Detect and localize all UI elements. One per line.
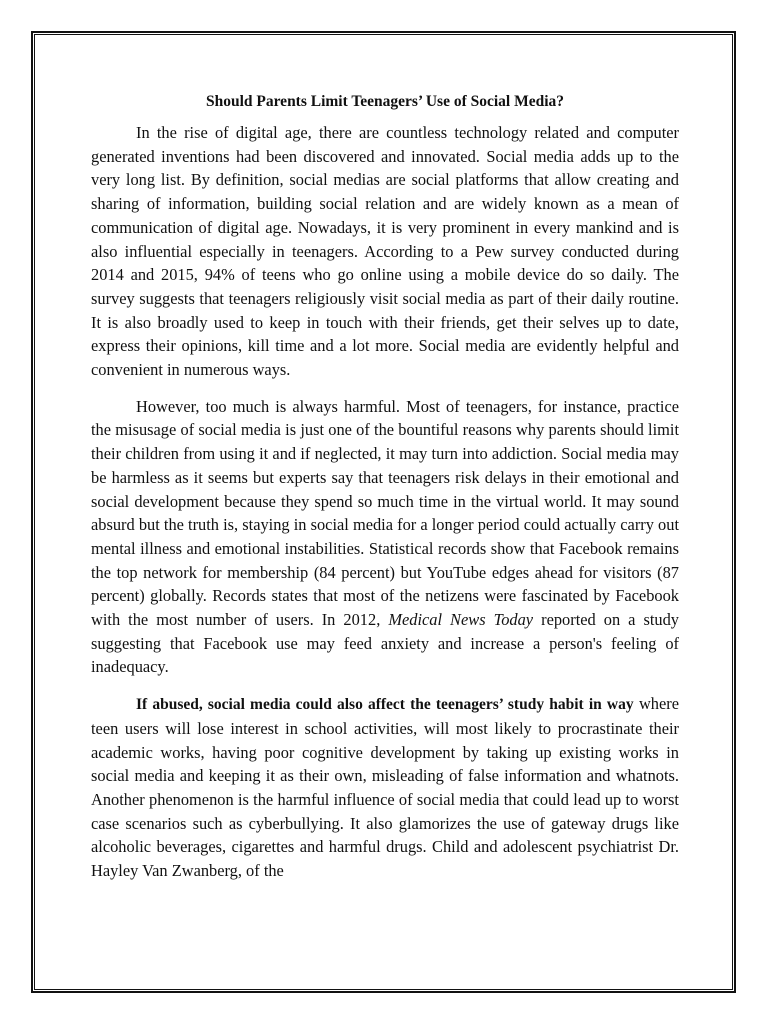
paragraph-harm [91, 395, 679, 679]
paragraph-study-habit-text: where teen users will lose interest in school activities, will most likely to procrastinate their academic works, having poor cognitive development by taking up existing works in social media and keeping it as their own, misleading of false information and whatnots. Another phenomenon is the harmful influence of social media that could lead up to worst case scenarios such as cyberbullying. It also glamorizes the use of gateway drugs like alcoholic beverages, cigarettes and harmful drugs. Child and adolescent psychiatrist Dr. Hayley Van Zwanberg, of the [91, 694, 679, 881]
paragraph-harm-text-a: However, too much is always harmful. Most of teenagers, for instance, practice the misusage of social media is just one of the bountiful reasons why parents should limit their children from using it and if neglected, it may turn into addiction. Social media may be harmless as it seems but experts say that teenagers risk delays in their emotional and social development because they spend so much time in the virtual world. It may sound absurd but the truth is, staying in social media for a longer period could actually carry out mental illness and emotional instabilities. Statistical records show that Facebook remains the top network for membership (84 percent) but YouTube edges ahead for visitors (87 percent) globally. Records states that most of the netizens were fascinated by Facebook with the most number of users. In 2012, [91, 396, 679, 630]
paragraph-intro: In the rise of digital age, there are countless technology related and computer generated inventions had been discovered and innovated. Social media adds up to the very long list. By definition, social medias are social platforms that allow creating and sharing of information, building social relation and are widely known as a mean of communication of digital age. Nowadays, it is very prominent in every mankind and is also influential especially in teenagers. According to a Pew survey conducted during 2014 and 2015, 94% of teens who go online using a mobile device do so daily. The survey suggests that teenagers religiously visit social media as part of their daily routine. It is also broadly used to keep in touch with their friends, get their selves up to date, express their opinions, kill time and a lot more. Social media are evidently helpful and convenient in numerous ways. [91, 123, 679, 380]
paragraph-study-habit-lead: If abused, social media could also affect the teenagers’ study habit in way [136, 696, 634, 714]
document-title: Should Parents Limit Teenagers’ Use of Social Media? [205, 93, 565, 110]
paragraph-study-habit [91, 692, 679, 883]
document-body [91, 90, 679, 896]
paragraph-harm-text-b: reported on a study suggesting that Facebook use may feed anxiety and increase a person's feeling of inadequacy. [91, 610, 680, 677]
publication-name: Medical News Today [388, 610, 534, 630]
